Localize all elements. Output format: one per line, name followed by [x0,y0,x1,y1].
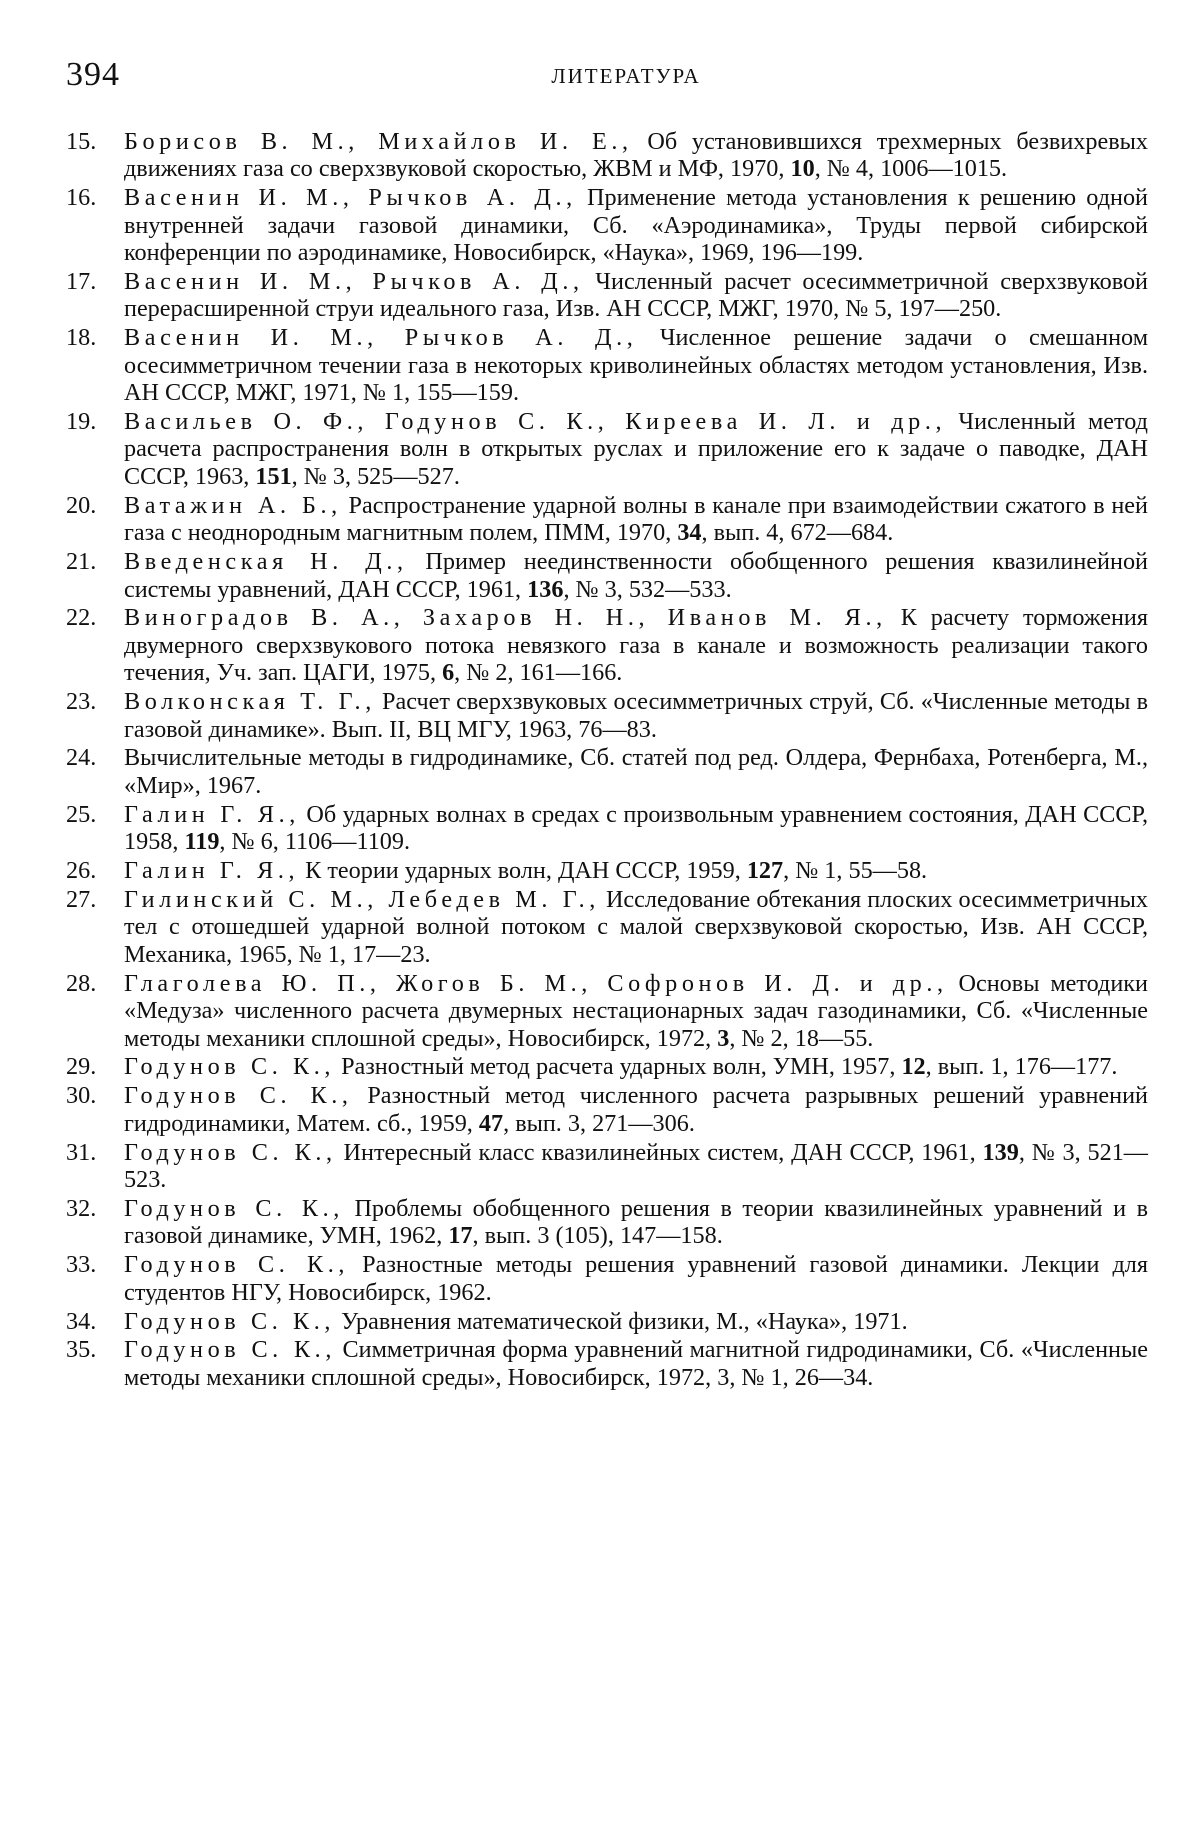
reference-text [124,688,1148,742]
reference-entry [66,128,1148,183]
reference-number: 30. [66,1082,97,1110]
reference-text [124,1336,1148,1390]
reference-authors: Борисов В. М., Михайлов И. Е., [124,128,633,155]
reference-list [66,128,1148,1393]
reference-number: 22. [66,604,97,632]
reference-volume: 119 [184,828,220,856]
reference-body: Численный расчет осесимметричной сверхзвуковой перерасширенной струи идеального газа, Изв. АН СССР, МЖГ, 1970, № 5, 197—250. [124,268,1148,323]
reference-body: Разностные методы решения уравнений газовой динамики. Лекции для студентов НГУ, Новосибирск, 1962. [124,1251,1148,1306]
reference-body: Применение метода установления к решению одной внутренней задачи газовой динамики, Сб. «Аэродинамика», Труды первой сибирской конференции по аэродинамике, Новосибирск, «Наука», 1969, 196—199. [124,184,1148,267]
reference-authors: Глаголева Ю. П., Жогов Б. М., Софронов И. Д. и др., [124,969,948,997]
reference-entry [66,1195,1148,1250]
reference-text [124,1139,1148,1193]
reference-entry [66,268,1148,323]
reference-authors: Волконская Т. Г., [124,688,376,716]
reference-volume: 12 [901,1053,926,1081]
reference-authors: Годунов С. К., [124,1053,336,1081]
reference-text [124,1195,1148,1249]
reference-authors: Васильев О. Ф., Годунов С. К., Киреева И. Л. и др., [124,408,947,436]
reference-number: 18. [66,324,97,352]
reference-text [124,744,1148,798]
reference-text [124,324,1148,406]
reference-body: Об установившихся трехмерных безвихревых движениях газа со сверхзвуковой скоростью, ЖВМ и МФ, 1970, [124,128,1148,183]
reference-body: Численный метод расчета распространения волн в открытых руслах и приложение его к задаче о паводке, ДАН СССР, 1963, [124,408,1148,490]
reference-authors: Галин Г. Я., [124,857,300,885]
reference-text [124,1053,1117,1080]
reference-body-tail: , № 3, 521—523. [124,1138,1148,1194]
reference-entry [66,1082,1148,1137]
reference-number: 33. [66,1251,97,1279]
reference-number: 17. [66,268,97,296]
reference-entry [66,324,1148,406]
reference-text [124,1251,1148,1305]
reference-entry [66,604,1148,686]
reference-authors: Виноградов В. А., Захаров Н. Н., Иванов М. Я., [124,604,887,632]
running-title: ЛИТЕРАТУРА [551,64,701,88]
reference-entry [66,408,1148,490]
reference-number: 34. [66,1307,97,1335]
reference-entry [66,744,1148,799]
reference-text [124,128,1148,182]
reference-authors: Введенская Н. Д., [124,548,408,576]
reference-text [124,801,1148,855]
reference-entry [66,1308,1148,1335]
reference-text [124,604,1148,686]
reference-text [124,408,1148,490]
reference-number: 29. [66,1053,97,1081]
reference-authors: Годунов С. К., [124,1336,336,1364]
reference-number: 27. [66,885,97,913]
reference-body: Об ударных волнах в средах с произвольным уравнением состояния, ДАН СССР, 1958, [124,800,1148,856]
reference-authors: Годунов С. К., [124,1194,344,1222]
reference-volume: 47 [478,1109,504,1137]
reference-volume: 127 [746,857,784,885]
page-number: 394 [66,56,120,93]
reference-entry [66,184,1148,266]
reference-entry [66,1139,1148,1194]
reference-number: 21. [66,548,97,576]
reference-body: Разностный метод расчета ударных волн, УМН, 1957, [335,1053,902,1081]
reference-number: 25. [66,800,97,828]
reference-body-tail: , № 4, 1006—1015. [814,155,1008,183]
reference-body-tail: , № 6, 1106—1109. [219,828,411,856]
reference-body: Проблемы обобщенного решения в теории квазилинейных уравнений и в газовой динамике, УМН, 1962, [124,1194,1149,1250]
reference-text [124,492,1148,546]
reference-text [124,857,927,884]
reference-volume: 34 [677,519,702,547]
reference-number: 26. [66,857,97,885]
reference-number: 16. [66,184,97,212]
reference-text [124,886,1148,968]
reference-body: Интересный класс квазилинейных систем, ДАН СССР, 1961, [336,1138,983,1166]
reference-body: К теории ударных волн, ДАН СССР, 1959, [299,857,747,885]
reference-volume: 136 [527,575,564,603]
reference-entry [66,801,1148,856]
reference-authors: Васенин И. М., Рычков А. Д., [124,184,577,212]
reference-entry [66,886,1148,968]
reference-number: 19. [66,408,97,436]
reference-authors: Галин Г. Я., [124,800,300,828]
reference-body: Расчет сверхзвуковых осесимметричных струй, Сб. «Численные методы в газовой динамике». Вып. II, ВЦ МГУ, 1963, 76—83. [124,688,1149,743]
reference-body-tail: , вып. 4, 672—684. [701,519,894,547]
reference-text [124,970,1148,1052]
reference-volume: 17 [448,1222,473,1250]
reference-authors: Годунов С. К., [124,1251,350,1279]
reference-body-tail: , № 2, 18—55. [729,1024,874,1052]
reference-number: 15. [66,128,97,155]
reference-body-tail: , вып. 3 (105), 147—158. [472,1222,723,1250]
reference-text [124,1082,1148,1136]
reference-body: Основы методики «Медуза» численного расчета двумерных нестационарных задач газодинамики, Сб. «Численные методы механики сплошной среды», Новосибирск, 1972, [124,969,1148,1052]
reference-body: Симметричная форма уравнений магнитной гидродинамики, Сб. «Численные методы механики сплошной среды», Новосибирск, 1972, 3, № 1, 26—34. [124,1336,1148,1391]
reference-authors: Васенин И. М., Рычков А. Д., [124,324,638,352]
reference-body: К расчету торможения двумерного сверхзвукового потока невязкого газа в канале и возможность реализации такого течения, Уч. зап. ЦАГИ, 1975, [124,604,1148,687]
reference-body-tail: , вып. 3, 271—306. [503,1109,695,1137]
reference-number: 31. [66,1138,97,1166]
reference-body-tail: , вып. 1, 176—177. [925,1053,1118,1081]
reference-text [124,268,1148,322]
reference-body: Вычислительные методы в гидродинамике, Сб. статей под ред. Олдера, Фернбаха, Ротенберга, М., «Мир», 1967. [124,744,1148,799]
reference-entry [66,970,1148,1052]
reference-text [124,548,1148,602]
reference-authors: Ватажин А. Б., [124,491,342,519]
reference-number: 24. [66,744,97,772]
reference-number: 20. [66,491,97,519]
reference-body: Распространение ударной волны в канале при взаимодействии сжатого в ней газа с неоднородным магнитным полем, ПММ, 1970, [124,491,1148,547]
reference-volume: 10 [790,155,815,183]
reference-volume: 151 [255,462,292,490]
reference-body-tail: , № 2, 161—166. [454,659,623,687]
reference-body: Исследование обтекания плоских осесимметричных тел с отошедшей ударной волной потоком с малой сверхзвуковой скоростью, Изв. АН СССР, Механика, 1965, № 1, 17—23. [124,885,1149,968]
reference-entry [66,492,1148,547]
reference-number: 28. [66,969,97,997]
reference-entry [66,1251,1148,1306]
reference-authors: Годунов С. К., [124,1307,336,1335]
reference-authors: Васенин И. М., Рычков А. Д., [124,268,584,296]
reference-volume: 6 [442,659,455,687]
reference-body: Пример неединственности обобщенного решения квазилинейной системы уравнений, ДАН СССР, 1961, [124,548,1148,603]
reference-entry [66,548,1148,603]
reference-body: Уравнения математической физики, М., «Наука», 1971. [335,1307,908,1335]
reference-number: 23. [66,688,97,716]
reference-body-tail: , № 3, 532—533. [563,575,732,603]
reference-text [124,1308,908,1335]
reference-body-tail: , № 3, 525—527. [291,462,460,490]
page-header [66,50,1146,100]
reference-volume: 139 [982,1138,1019,1166]
reference-entry [66,1336,1148,1391]
reference-number: 32. [66,1194,97,1222]
reference-entry [66,857,1148,884]
reference-body: Разностный метод численного расчета разрывных решений уравнений гидродинамики, Матем. сб., 1959, [124,1082,1148,1137]
reference-body-tail: , № 1, 55—58. [783,857,928,885]
reference-entry [66,688,1148,743]
reference-authors: Годунов С. К., [124,1082,353,1110]
reference-entry [66,1053,1148,1080]
reference-text [124,184,1148,266]
reference-authors: Гилинский С. М., Лебедев М. Г., [124,885,600,913]
reference-number: 35. [66,1336,97,1364]
reference-volume: 3 [717,1024,730,1052]
reference-authors: Годунов С. К., [124,1138,337,1166]
reference-body: Численное решение задачи о смешанном осесимметричном течении газа в некоторых криволинейных областях методом установления, Изв. АН СССР, МЖГ, 1971, № 1, 155—159. [124,324,1148,407]
